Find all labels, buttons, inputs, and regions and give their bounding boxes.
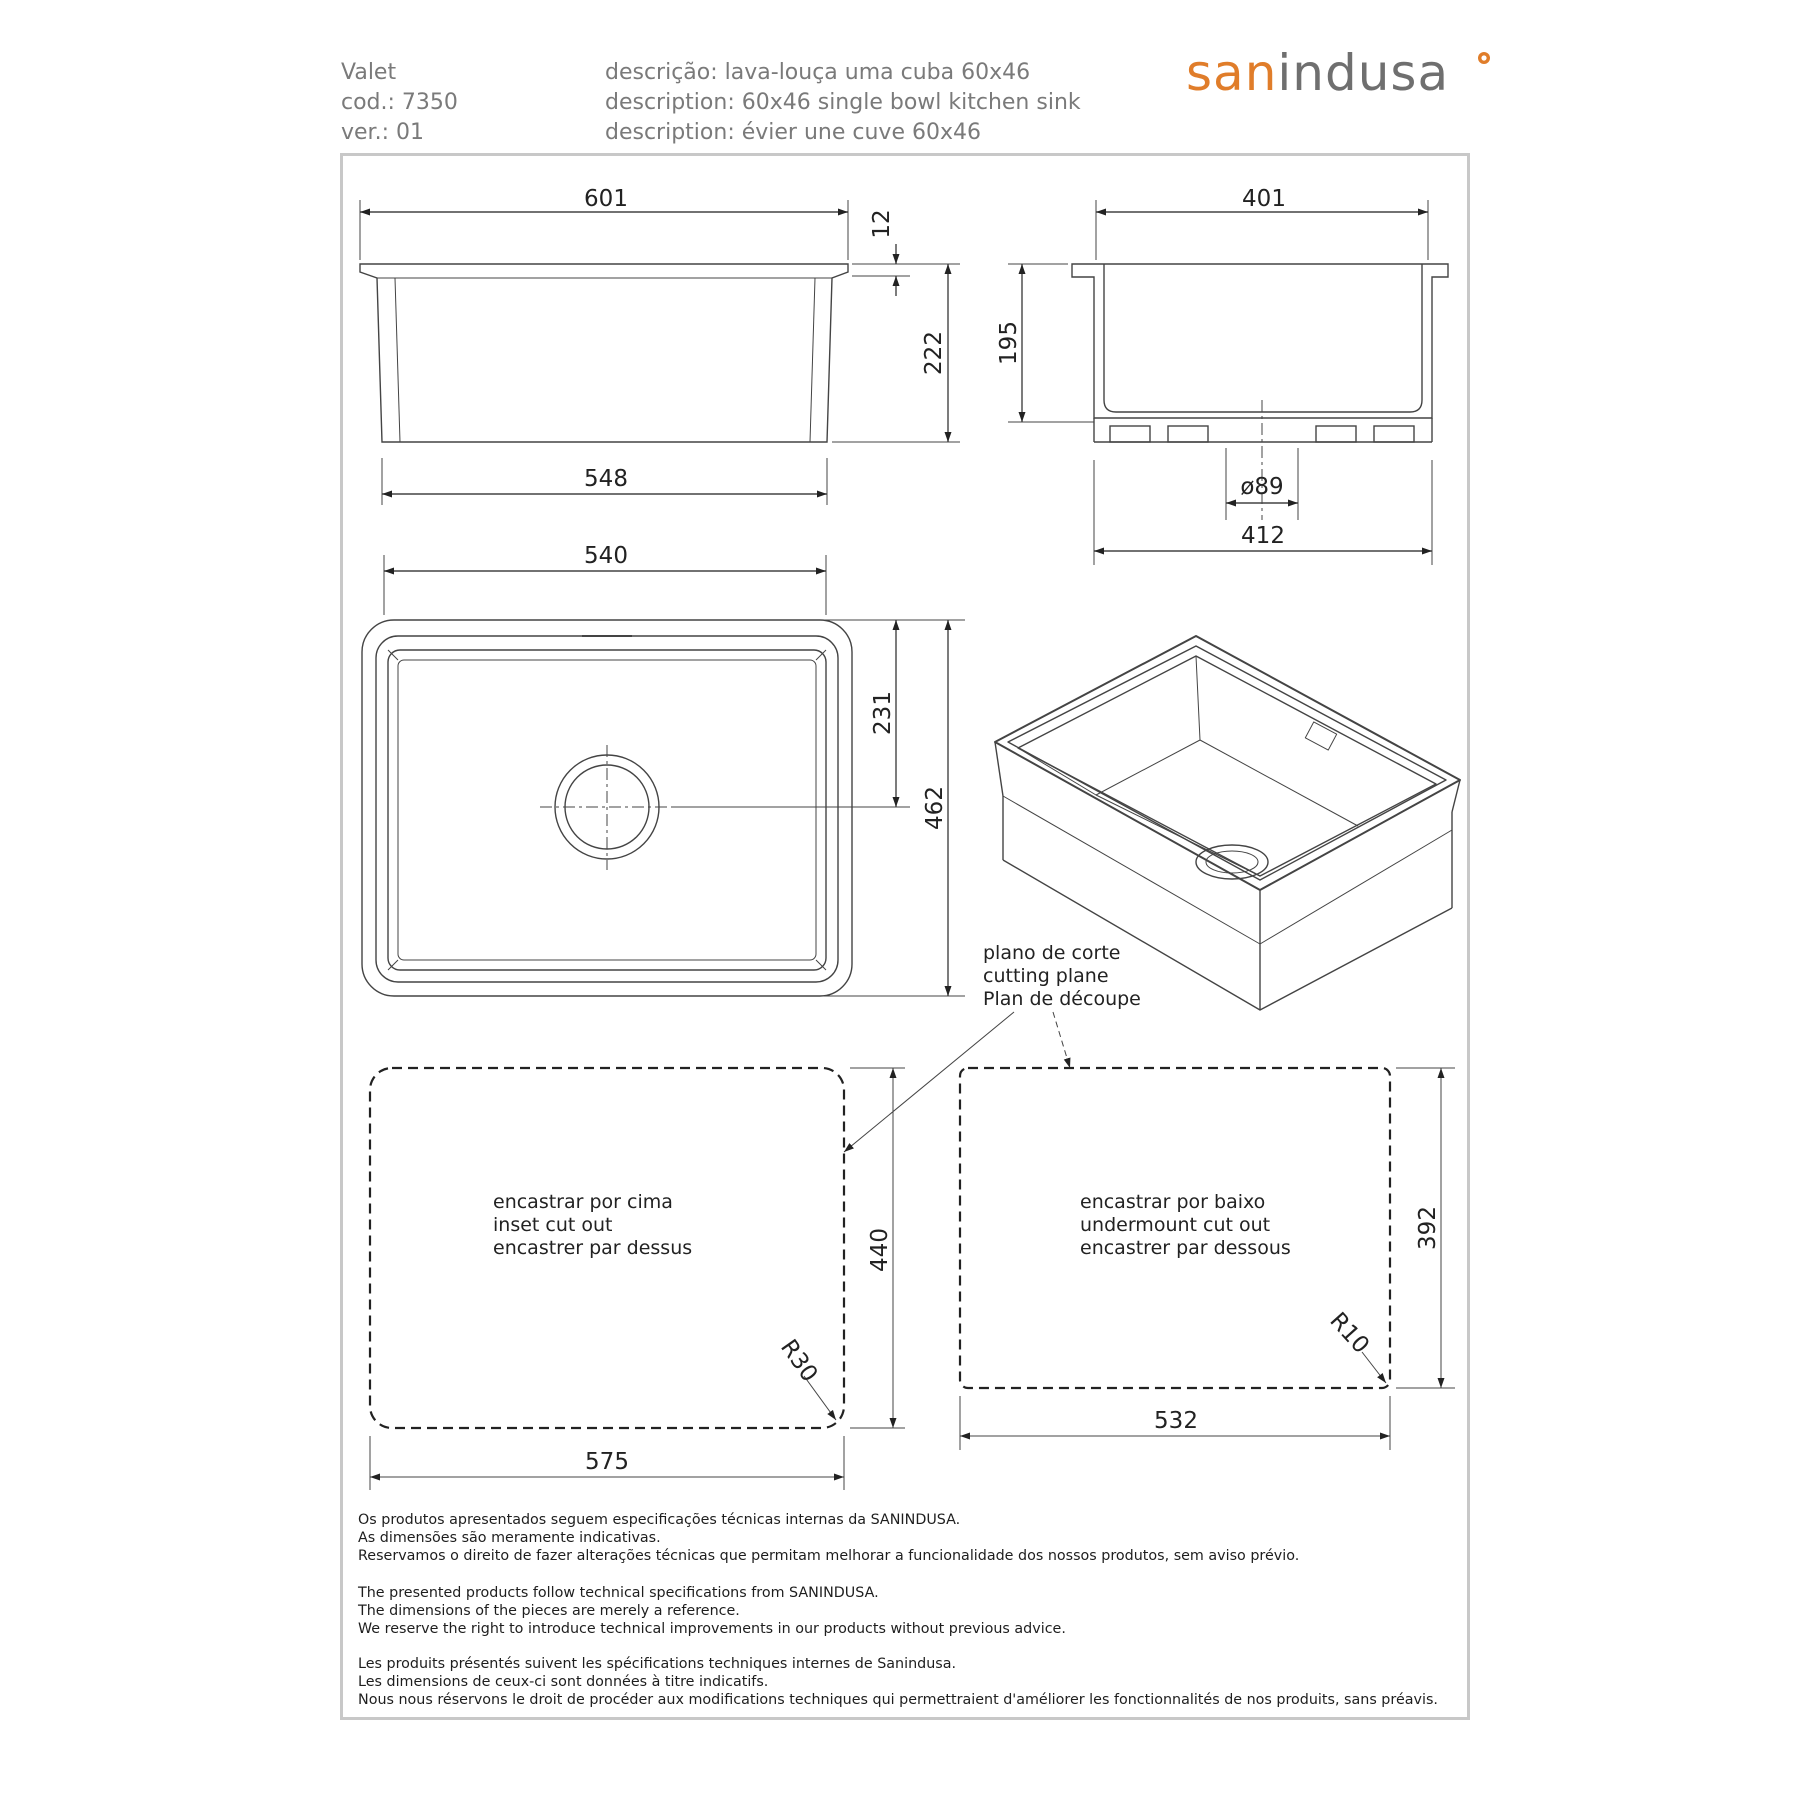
dim-label-392: 392 (1415, 1206, 1441, 1250)
dim-label-89: ø89 (1240, 474, 1284, 500)
dim-label-462: 462 (922, 786, 948, 830)
plan-view (362, 555, 965, 996)
radius-leader-r30 (804, 1376, 836, 1420)
note-line: The presented products follow technical specifications from SANINDUSA. (358, 1585, 879, 1601)
logo-text-san: san (1186, 44, 1278, 102)
cutting-plane-fr: Plan de découpe (983, 988, 1141, 1010)
side-view (360, 200, 960, 505)
logo-text-indusa: indusa (1277, 44, 1450, 102)
undermount-label-fr: encastrer par dessous (1080, 1237, 1291, 1259)
front-section-outline (1072, 264, 1448, 418)
note-line: Les dimensions de ceux-ci sont données à titre indicatifs. (358, 1674, 769, 1690)
inset-label-en: inset cut out (493, 1214, 613, 1236)
iso-outer-rim (995, 636, 1460, 890)
notes-french (358, 1655, 1438, 1709)
product-name: Valet (341, 60, 397, 85)
undermount-label-pt: encastrar por baixo (1080, 1191, 1266, 1213)
cutting-plane-leaders (844, 1012, 1070, 1152)
dim-label-222: 222 (921, 331, 947, 375)
undermount-label-en: undermount cut out (1080, 1214, 1271, 1236)
inset-label-fr: encastrer par dessus (493, 1237, 693, 1259)
side-view-outline (360, 264, 848, 442)
notes-english (358, 1584, 1066, 1638)
iso-overflow (1305, 722, 1336, 750)
description-en: description: 60x46 single bowl kitchen sink (605, 90, 1081, 115)
radius-leader-r10 (1362, 1352, 1386, 1383)
inset-label-pt: encastrar por cima (493, 1191, 673, 1213)
dim-label-548: 548 (584, 466, 628, 492)
notes-portuguese (358, 1511, 1299, 1565)
radius-label-r10: R10 (1324, 1307, 1375, 1359)
dim-label-440: 440 (867, 1228, 893, 1272)
cutting-plane-pt: plano de corte (983, 942, 1121, 964)
product-version: ver.: 01 (341, 120, 424, 145)
dim-label-601: 601 (584, 186, 628, 212)
dim-label-12: 12 (869, 209, 895, 239)
dim-label-540: 540 (584, 543, 628, 569)
dim-label-412: 412 (1241, 523, 1285, 549)
radius-label-r30: R30 (775, 1334, 823, 1387)
note-line: Les produits présentés suivent les spécifications techniques internes de Sanindusa. (358, 1656, 957, 1672)
note-line: We reserve the right to introduce technical improvements in our products without previous advice. (358, 1621, 1066, 1637)
cutting-plane-en: cutting plane (983, 965, 1109, 987)
product-code: cod.: 7350 (341, 90, 458, 115)
dim-label-401: 401 (1242, 186, 1286, 212)
description-fr: description: évier une cuve 60x46 (605, 120, 981, 145)
dim-label-231: 231 (870, 691, 896, 735)
note-line: Os produtos apresentados seguem especificações técnicas internas da SANINDUSA. (358, 1512, 961, 1528)
iso-bowl-opening (1018, 656, 1436, 876)
dim-label-575: 575 (585, 1449, 629, 1475)
dim-label-532: 532 (1154, 1408, 1198, 1434)
front-section-view (1008, 200, 1448, 565)
dim-label-195: 195 (996, 321, 1022, 365)
note-line: The dimensions of the pieces are merely a reference. (358, 1603, 740, 1619)
note-line: Nous nous réservons le droit de procéder aux modifications techniques qui permettraient d'améliorer les fonctionnalités de nos produits, sans préavis. (358, 1692, 1438, 1708)
note-line: As dimensões são meramente indicativas. (358, 1530, 661, 1546)
description-pt: descrição: lava-louça uma cuba 60x46 (605, 60, 1031, 85)
note-line: Reservamos o direito de fazer alterações técnicas que permitam melhorar a funcionalidade dos nossos produtos, sem aviso prévio. (358, 1548, 1300, 1564)
